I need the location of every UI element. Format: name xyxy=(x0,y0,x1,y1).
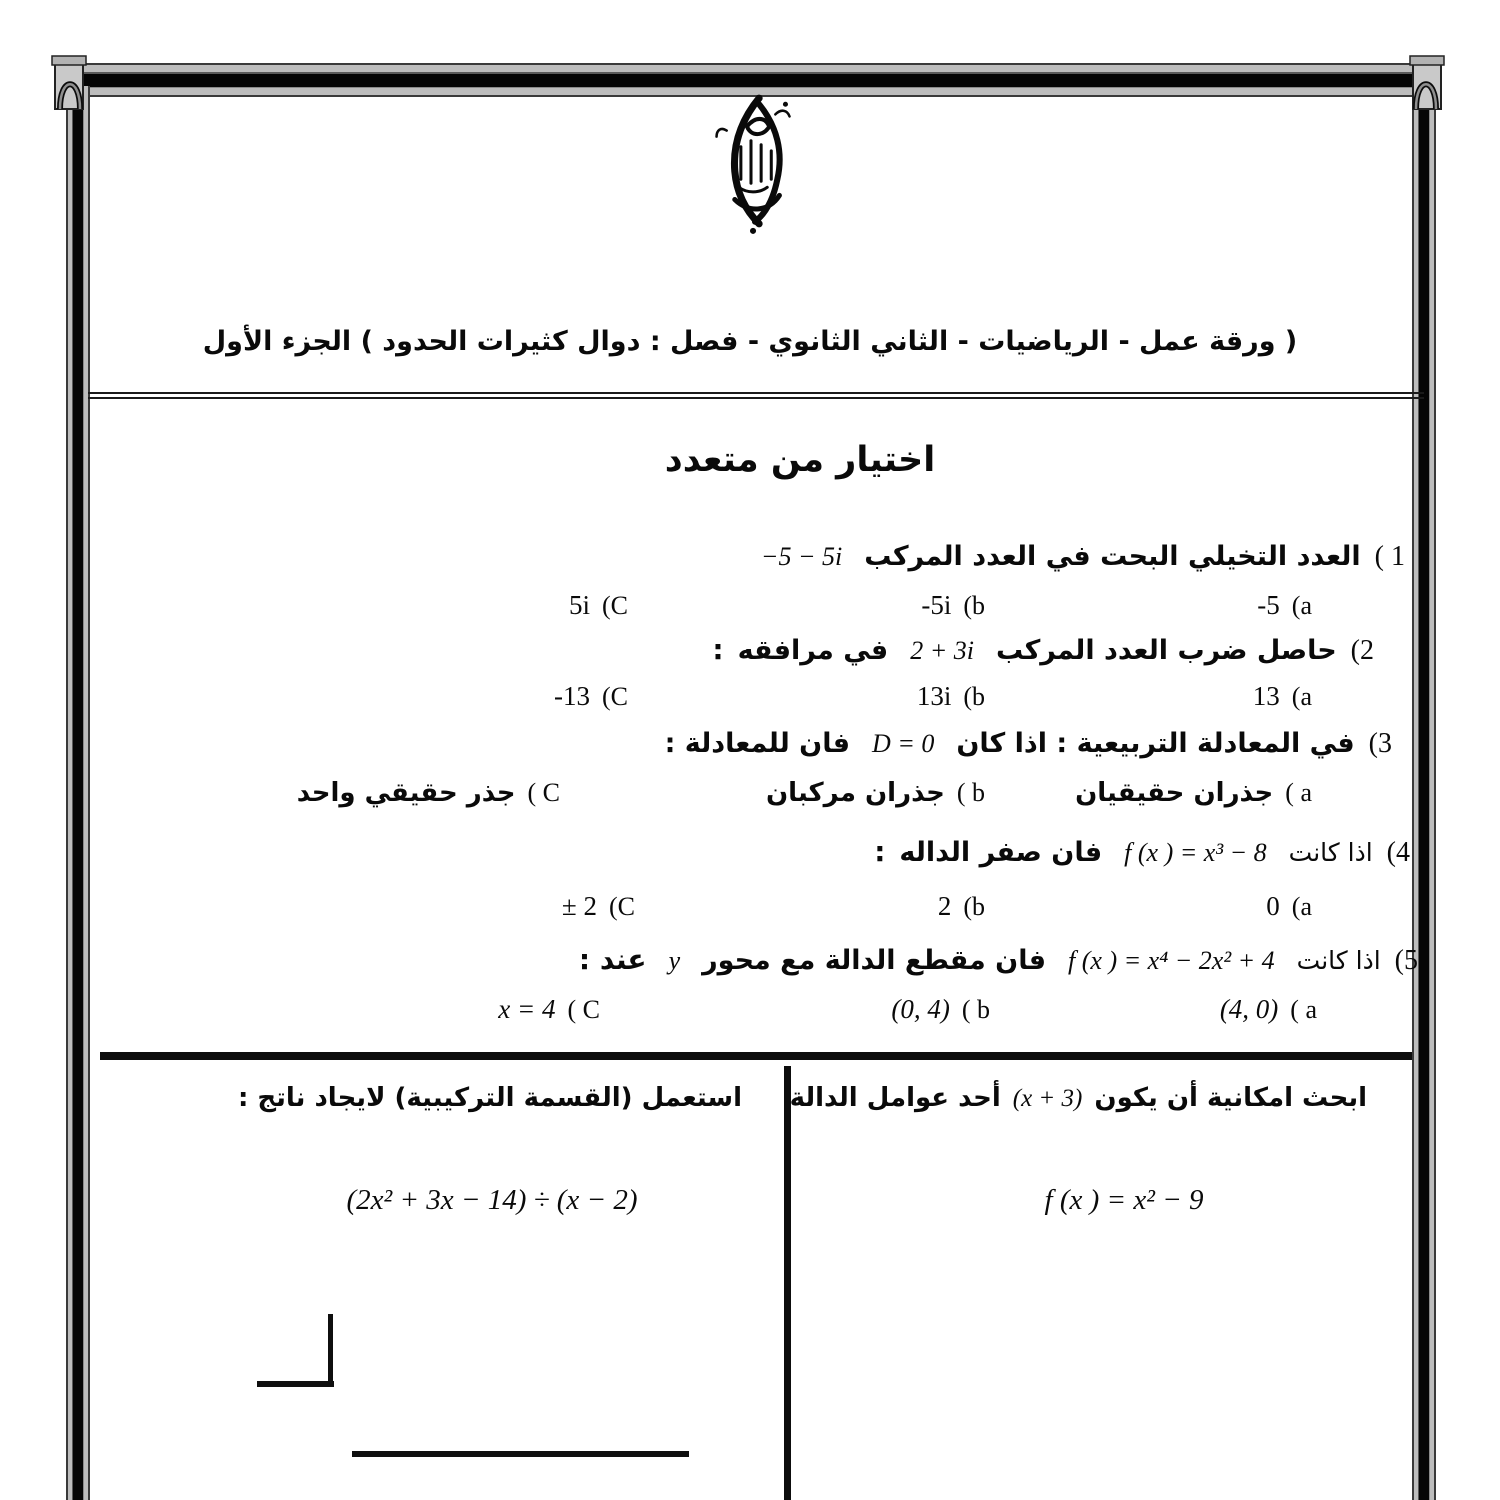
option-c: x = 4 ( C xyxy=(498,994,600,1024)
option-c: -13 (C xyxy=(554,681,628,711)
question-math: −5 − 5i xyxy=(760,542,843,571)
border-corner-ornament-icon xyxy=(50,54,90,112)
question-4 xyxy=(80,830,1410,874)
question-2 xyxy=(80,628,1374,672)
exercise-left-text: استعمل (القسمة التركيبية) لايجاد ناتج : xyxy=(237,1083,742,1113)
question-4-options xyxy=(0,885,1500,927)
question-text: في مرافقه xyxy=(737,635,889,666)
option-c: 5i (C xyxy=(568,590,628,620)
question-5-options xyxy=(0,988,1500,1030)
question-text: فان صفر الداله xyxy=(899,837,1103,868)
option-b: (0, 4) ( b xyxy=(891,994,990,1024)
exercise-right-expression: f (x ) = x² − 9 xyxy=(1044,1184,1204,1216)
question-text: العدد التخيلي البحت في العدد المركب xyxy=(864,541,1361,572)
question-number: (5 xyxy=(1394,945,1418,976)
option-a: 13 (a xyxy=(1252,681,1312,711)
question-1-options xyxy=(0,584,1500,626)
question-text: حاصل ضرب العدد المركب xyxy=(996,635,1337,666)
question-3-options xyxy=(0,772,1500,814)
header-divider-rule xyxy=(88,392,1424,399)
column-divider-rule xyxy=(784,1066,791,1500)
work-answer-line xyxy=(352,1451,689,1457)
question-text: فان مقطع الدالة مع محور xyxy=(702,945,1047,976)
question-number: (3 xyxy=(1368,728,1392,759)
question-text-2: عند : xyxy=(578,943,647,976)
option-b: -5i (b xyxy=(921,590,985,620)
question-text: فان للمعادلة : xyxy=(664,728,851,759)
question-number: (4 xyxy=(1386,837,1410,868)
question-math: D = 0 xyxy=(872,729,935,758)
exercise-right-text: ابحث امكانية أن يكون xyxy=(1094,1083,1367,1113)
option-c: ± 2 (C xyxy=(561,891,635,921)
question-colon: : xyxy=(712,633,724,666)
question-5 xyxy=(80,938,1418,982)
exercise-left-expression: (2x² + 3x − 14) ÷ (x − 2) xyxy=(346,1184,638,1216)
option-a: (4, 0) ( a xyxy=(1219,994,1317,1024)
option-c: جذر حقيقي واحد ( C xyxy=(296,778,560,808)
option-a: 0 (a xyxy=(1266,891,1312,921)
question-2-options xyxy=(0,675,1500,717)
option-b: جذران مركبان ( b xyxy=(765,778,985,808)
section-title: اختيار من متعدد xyxy=(664,440,936,480)
question-colon: : xyxy=(874,835,886,868)
question-math: f (x ) = x⁴ − 2x² + 4 xyxy=(1068,946,1275,975)
option-b: 2 (b xyxy=(937,891,985,921)
exercise-right-title xyxy=(790,1078,1367,1119)
question-text: اذا كانت xyxy=(1296,946,1381,975)
bismillah-calligraphy-icon xyxy=(688,86,814,238)
question-math-2: y xyxy=(668,946,681,975)
worksheet-title: ( ورقة عمل - الرياضيات - الثاني الثانوي - فصل : دوال كثيرات الحدود ) الجزء الأول xyxy=(202,326,1298,357)
question-text: اذا كانت xyxy=(1288,838,1373,867)
exercise-right-math-inline: (x + 3) xyxy=(1012,1085,1083,1112)
option-b: 13i (b xyxy=(916,681,985,711)
question-number: ( 1 xyxy=(1374,541,1405,572)
question-text: في المعادلة التربيعية : اذا كان xyxy=(956,728,1355,759)
question-number: (2 xyxy=(1350,635,1374,666)
question-math: f (x ) = x³ − 8 xyxy=(1124,838,1267,867)
synthetic-division-bracket-horizontal xyxy=(257,1381,334,1387)
exercise-right-text-2: أحد عوامل الدالة xyxy=(789,1083,1001,1113)
section-separator-rule xyxy=(100,1052,1412,1060)
option-a: جذران حقيقيان ( a xyxy=(1075,778,1312,808)
synthetic-division-bracket-vertical xyxy=(328,1314,333,1387)
exercise-left-title xyxy=(238,1078,742,1118)
question-math: 2 + 3i xyxy=(910,636,974,665)
question-3 xyxy=(80,722,1392,766)
border-corner-ornament-icon xyxy=(1406,54,1446,112)
option-a: -5 (a xyxy=(1257,590,1312,620)
question-1 xyxy=(80,535,1405,579)
